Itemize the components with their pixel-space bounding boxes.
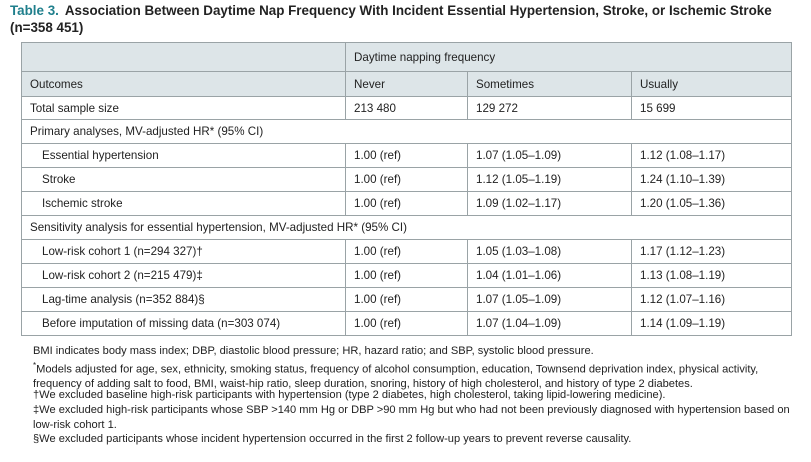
table-row xyxy=(22,168,792,192)
table-title xyxy=(10,2,802,36)
cell-never: 1.00 (ref) xyxy=(346,312,468,336)
cell-sometimes: 129 272 xyxy=(468,97,632,120)
row-label: Low-risk cohort 2 (n=215 479)‡ xyxy=(22,264,346,288)
table-title-text: Association Between Daytime Nap Frequency With Incident Essential Hypertension, Stroke, or Ischemic Stroke (n=358 451) xyxy=(10,3,772,35)
cell-never: 1.00 (ref) xyxy=(346,240,468,264)
cell-usually: 1.12 (1.07–1.16) xyxy=(632,288,792,312)
section-row xyxy=(22,120,792,144)
cell-never: 1.00 (ref) xyxy=(346,144,468,168)
footnote-models-text: Models adjusted for age, sex, ethnicity, smoking status, frequency of alcohol consumption, education, Townsend deprivation index, physical activity, frequency of adding salt to food, BMI, waist-hip ratio, sleep duration, snoring, history of high cholesterol, and history of type 2 diabetes. xyxy=(33,363,759,391)
table-row xyxy=(22,144,792,168)
table-row xyxy=(22,192,792,216)
row-label: Before imputation of missing data (n=303 074) xyxy=(22,312,346,336)
footnote-dagger: †We excluded baseline high-risk participants with hypertension (type 2 diabetes, high cholesterol, taking lipid-lowering medicine). xyxy=(33,389,666,401)
section-heading: Sensitivity analysis for essential hypertension, MV-adjusted HR* (95% CI) xyxy=(22,216,792,240)
cell-usually: 1.20 (1.05–1.36) xyxy=(632,192,792,216)
row-label: Total sample size xyxy=(22,97,346,120)
cell-never: 1.00 (ref) xyxy=(346,264,468,288)
row-label: Stroke xyxy=(22,168,346,192)
row-label: Ischemic stroke xyxy=(22,192,346,216)
cell-sometimes: 1.05 (1.03–1.08) xyxy=(468,240,632,264)
row-label: Lag-time analysis (n=352 884)§ xyxy=(22,288,346,312)
table-row xyxy=(22,264,792,288)
cell-sometimes: 1.12 (1.05–1.19) xyxy=(468,168,632,192)
table-row xyxy=(22,97,792,120)
table-row xyxy=(22,312,792,336)
cell-sometimes: 1.07 (1.05–1.09) xyxy=(468,288,632,312)
cell-never: 1.00 (ref) xyxy=(346,288,468,312)
footnote-section: §We excluded participants whose incident hypertension occurred in the first 2 follow-up years to prevent reverse causality. xyxy=(33,433,632,445)
cell-usually: 1.13 (1.08–1.19) xyxy=(632,264,792,288)
col-header-usually: Usually xyxy=(632,72,792,97)
group-header: Daytime napping frequency xyxy=(346,43,792,72)
section-heading: Primary analyses, MV-adjusted HR* (95% CI) xyxy=(22,120,792,144)
cell-sometimes: 1.07 (1.05–1.09) xyxy=(468,144,632,168)
col-header-sometimes: Sometimes xyxy=(468,72,632,97)
col-header-never: Never xyxy=(346,72,468,97)
cell-sometimes: 1.04 (1.01–1.06) xyxy=(468,264,632,288)
table-row xyxy=(22,240,792,264)
footnote-double-dagger: ‡We excluded high-risk participants whose SBP >140 mm Hg or DBP >90 mm Hg but who had not been previously diagnosed with hypertension based on low-risk cohort 1. xyxy=(33,404,790,431)
footnote-star-mark: * xyxy=(33,361,37,370)
cell-never: 1.00 (ref) xyxy=(346,168,468,192)
section-row xyxy=(22,216,792,240)
footnote-abbreviations: BMI indicates body mass index; DBP, diastolic blood pressure; HR, hazard ratio; and SBP, systolic blood pressure. xyxy=(33,345,594,357)
row-label: Low-risk cohort 1 (n=294 327)† xyxy=(22,240,346,264)
cell-sometimes: 1.09 (1.02–1.17) xyxy=(468,192,632,216)
row-label: Essential hypertension xyxy=(22,144,346,168)
cell-usually: 1.14 (1.09–1.19) xyxy=(632,312,792,336)
results-table xyxy=(21,42,792,336)
footnote-models xyxy=(33,359,795,392)
table-header-row xyxy=(22,43,792,72)
table-number: Table 3. xyxy=(10,3,59,18)
cell-usually: 15 699 xyxy=(632,97,792,120)
cell-usually: 1.12 (1.08–1.17) xyxy=(632,144,792,168)
cell-usually: 1.17 (1.12–1.23) xyxy=(632,240,792,264)
cell-usually: 1.24 (1.10–1.39) xyxy=(632,168,792,192)
table-header-row xyxy=(22,72,792,97)
table-row xyxy=(22,288,792,312)
cell-never: 213 480 xyxy=(346,97,468,120)
cell-never: 1.00 (ref) xyxy=(346,192,468,216)
cell-sometimes: 1.07 (1.04–1.09) xyxy=(468,312,632,336)
col-header-outcomes: Outcomes xyxy=(22,72,346,97)
header-blank xyxy=(22,43,346,72)
